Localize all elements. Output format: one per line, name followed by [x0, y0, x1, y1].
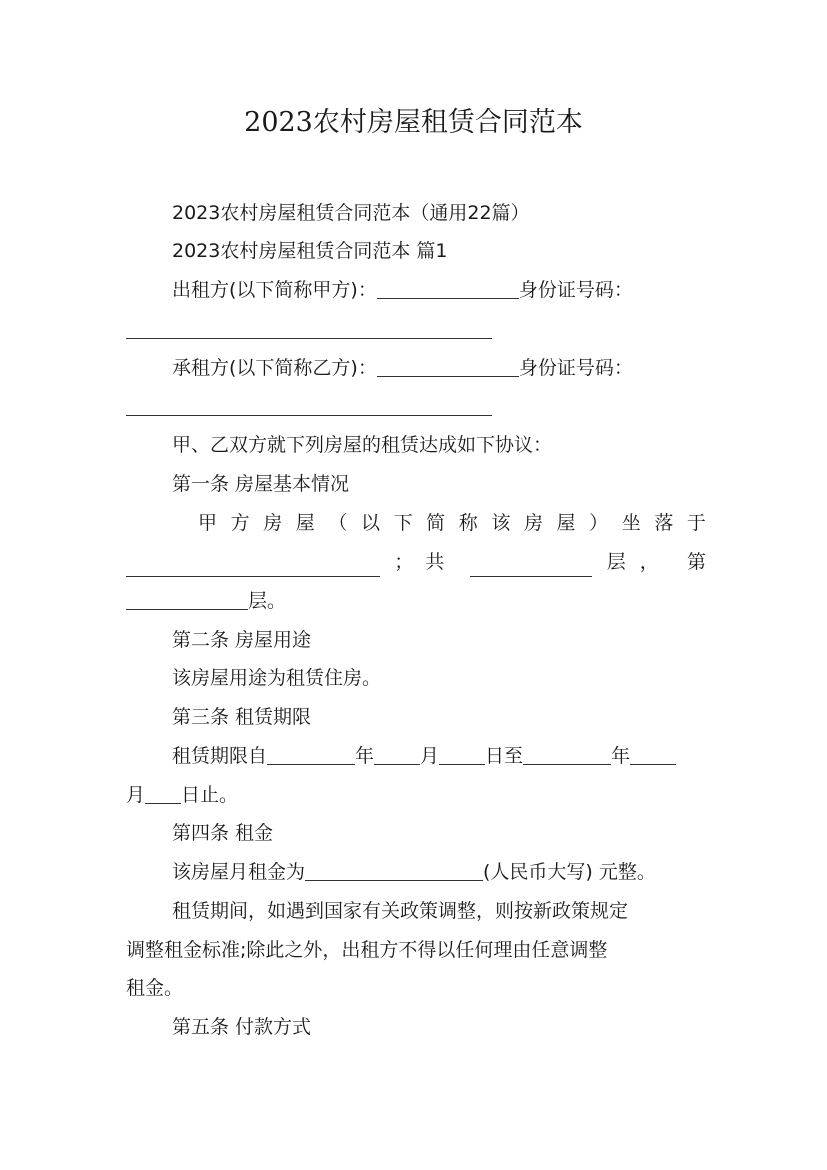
floors-label: 层， [606, 551, 673, 573]
floor-end-label: 层。 [248, 590, 287, 612]
address-blank [126, 556, 380, 577]
location-char: 屋 [295, 512, 315, 534]
location-char: 房 [263, 512, 283, 534]
day-to-label: 日至 [485, 745, 524, 767]
end-month-blank [630, 744, 676, 765]
end-day-blank [145, 783, 181, 804]
start-year-blank [267, 744, 355, 765]
intro-paragraph: 甲、乙双方就下列房屋的租赁达成如下协议： [172, 434, 553, 456]
rent-blank [305, 860, 483, 881]
floor-no-blank [126, 589, 248, 610]
document-title: 2023农村房屋租赁合同范本 [244, 107, 583, 138]
article-4-heading: 第四条 租金 [172, 822, 274, 844]
end-year-blank [523, 744, 611, 765]
part-heading: 2023农村房屋租赁合同范本 篇1 [172, 240, 448, 262]
lessee-name-blank [377, 356, 519, 377]
article-2-heading: 第二条 房屋用途 [172, 629, 312, 651]
location-char: 以 [360, 512, 380, 534]
lessor-line [126, 275, 706, 305]
location-char: 甲 [198, 512, 218, 534]
location-char: 落 [654, 512, 674, 534]
lessee-id-label: 身份证号码： [518, 357, 633, 379]
location-char: 于 [686, 512, 706, 534]
article-4-paragraph-line-3: 租金。 [126, 977, 184, 999]
location-char: 方 [230, 512, 250, 534]
total-floors-blank [470, 556, 592, 577]
lessor-label: 出租方(以下简称甲方)： [172, 279, 377, 301]
location-char: 屋 [556, 512, 576, 534]
lessee-id-blank [126, 395, 492, 416]
document-subtitle: 2023农村房屋租赁合同范本（通用22篇） [172, 202, 530, 224]
year-label: 年 [611, 745, 631, 767]
lessee-id-line [126, 392, 706, 422]
location-char: ） [589, 512, 609, 534]
total-floors-label: ；共 [394, 551, 457, 573]
article-4-paragraph-line-1: 租赁期间，如遇到国家有关政策调整，则按新政策规定 [172, 900, 629, 922]
article-1-heading: 第一条 房屋基本情况 [172, 473, 350, 495]
lessor-name-blank [377, 278, 519, 299]
lessee-line [126, 353, 706, 383]
article-5-heading: 第五条 付款方式 [172, 1016, 312, 1038]
article-1-location-line [126, 508, 706, 538]
month-label: 月 [126, 784, 146, 806]
article-4-rent-line [126, 857, 706, 887]
article-4-paragraph-line-2: 调整租金标准;除此之外，出租方不得以任何理由任意调整 [126, 939, 608, 961]
location-char: 该 [491, 512, 511, 534]
start-month-blank [374, 744, 420, 765]
year-label: 年 [355, 745, 375, 767]
term-start-label: 租赁期限自 [172, 745, 268, 767]
location-char: 下 [393, 512, 413, 534]
rent-end-label: (人民币大写) 元整。 [483, 861, 656, 883]
article-3-term-line [126, 741, 706, 771]
location-char: 简 [426, 512, 446, 534]
article-1-floor-line [126, 547, 706, 577]
article-3-heading: 第三条 租赁期限 [172, 706, 312, 728]
article-3-term-end-line [126, 780, 706, 810]
floor-no-label: 第 [686, 551, 706, 573]
lessor-id-line [126, 315, 706, 345]
location-char: 称 [458, 512, 478, 534]
lessee-label: 承租方(以下简称乙方)： [172, 357, 377, 379]
month-label: 月 [420, 745, 440, 767]
location-char: 坐 [621, 512, 641, 534]
article-1-floor-no-line [126, 586, 706, 616]
lessor-id-blank [126, 318, 492, 339]
location-char: 房 [523, 512, 543, 534]
location-char: （ [328, 512, 348, 534]
lessor-id-label: 身份证号码： [518, 279, 633, 301]
rent-label: 该房屋月租金为 [172, 861, 306, 883]
start-day-blank [439, 744, 485, 765]
day-end-label: 日止。 [181, 784, 239, 806]
article-2-text: 该房屋用途为租赁住房。 [172, 667, 382, 689]
